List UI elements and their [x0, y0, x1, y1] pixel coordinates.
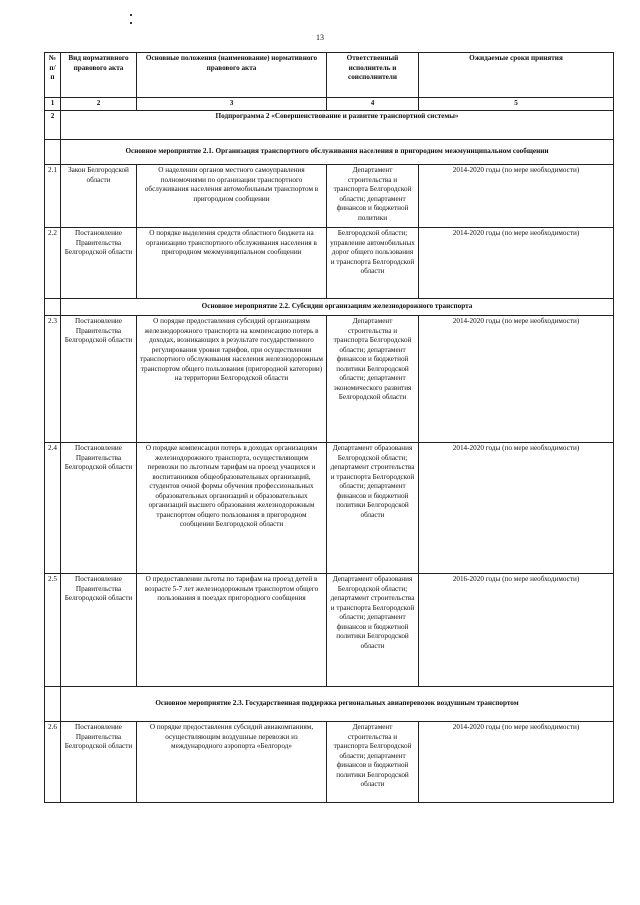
row-deadline: 2014-2020 годы (по мере необходимости) [419, 316, 614, 443]
col-number: 3 [137, 98, 327, 111]
section-row [45, 687, 614, 722]
table-row [45, 316, 614, 443]
row-act-content: О предоставлении льготы по тарифам на проезд детей в возрасте 5-7 лет железнодорожным транспортом общего пользования в поездах пригородного сообщения [137, 574, 327, 687]
table-row [45, 165, 614, 228]
scan-speck [130, 14, 132, 16]
row-num: 2.5 [45, 574, 61, 687]
row-responsible: Белгородской области; управление автомобильных дорог общего пользования и транспорта Белгородской области [327, 228, 419, 299]
row-num: 2.6 [45, 722, 61, 803]
row-act-content: О порядке выделения средств областного бюджета на организацию транспортного обслуживания населения в пригородном межмуниципальном сообщении [137, 228, 327, 299]
section-2-2-title: Основное мероприятие 2.2. Субсидии организациям железнодорожного транспорта [61, 299, 614, 316]
row-num: 2.2 [45, 228, 61, 299]
header-responsible: Ответственный исполнитель и соисполнители [327, 53, 419, 98]
col-number: 4 [327, 98, 419, 111]
row-deadline: 2014-2020 годы (по мере необходимости) [419, 722, 614, 803]
row-act-type: Постановление Правительства Белгородской области [61, 228, 137, 299]
section-row [45, 299, 614, 316]
subprogram-title: Подпрограмма 2 «Совершенствование и развитие транспортной системы» [61, 111, 614, 140]
legal-acts-table [44, 52, 614, 803]
column-number-row [45, 98, 614, 111]
row-act-type: Закон Белгородской области [61, 165, 137, 228]
table-row [45, 574, 614, 687]
section-2-1-title: Основное мероприятие 2.1. Организация транспортного обслуживания населения в пригородном межмуниципальном сообщении [61, 140, 614, 165]
scan-speck [130, 22, 132, 24]
row-deadline: 2014-2020 годы (по мере необходимости) [419, 228, 614, 299]
row-responsible: Департамент строительства и транспорта Белгородской области; департамент финансов и бюджетной политики [327, 165, 419, 228]
col-number: 5 [419, 98, 614, 111]
row-deadline: 2014-2020 годы (по мере необходимости) [419, 443, 614, 574]
row-num: 2.3 [45, 316, 61, 443]
col-number: 2 [61, 98, 137, 111]
section-row [45, 140, 614, 165]
subprogram-num: 2 [45, 111, 61, 140]
row-act-content: О порядке предоставления субсидий организациям железнодорожного транспорта на компенсацию потерь в доходах, возникающих в результате государственного регулирования уровня тарифов, при осуществлении транспортного обслуживания населения железнодорожным транспортом общего пользования (пригородной категории) на территории Белгородской области [137, 316, 327, 443]
row-deadline: 2016-2020 годы (по мере необходимости) [419, 574, 614, 687]
table-row [45, 228, 614, 299]
header-deadline: Ожидаемые сроки принятия [419, 53, 614, 98]
header-num: № п/п [45, 53, 61, 98]
row-act-content: О порядке компенсации потерь в доходах организациям железнодорожного транспорта, осуществляющим перевозки по льготным тарифам на проезд учащихся и воспитанников общеобразовательных организаций, студентов очной формы обучения профессиональных образовательных организаций и образовательных организаций высшего образования железнодорожным транспортом общего пользования в пригородном сообщении Белгородской области [137, 443, 327, 574]
row-act-type: Постановление Правительства Белгородской области [61, 574, 137, 687]
table-header-row [45, 53, 614, 98]
header-act-content: Основные положения (наименование) нормативного правового акта [137, 53, 327, 98]
row-act-content: О наделении органов местного самоуправления полномочиями по организации транспортного обслуживания населения автомобильным транспортом в пригородном сообщении [137, 165, 327, 228]
row-responsible: Департамент образования Белгородской области; департамент строительства и транспорта Белгородской области; департамент финансов и бюджетной политики Белгородской области [327, 574, 419, 687]
col-number: 1 [45, 98, 61, 111]
row-responsible: Департамент строительства и транспорта Белгородской области; департамент финансов и бюджетной политики Белгородской области [327, 722, 419, 803]
row-act-type: Постановление Правительства Белгородской области [61, 722, 137, 803]
row-responsible: Департамент образования Белгородской области; департамент строительства и транспорта Белгородской области; департамент финансов и бюджетной политики Белгородской области [327, 443, 419, 574]
row-num: 2.4 [45, 443, 61, 574]
section-2-3-title: Основное мероприятие 2.3. Государственная поддержка региональных авиаперевозок воздушным транспортом [61, 687, 614, 722]
row-deadline: 2014-2020 годы (по мере необходимости) [419, 165, 614, 228]
table-row [45, 443, 614, 574]
row-num: 2.1 [45, 165, 61, 228]
row-act-content: О порядке предоставления субсидий авиакомпаниям, осуществляющим воздушные перевозки из международного аэропорта «Белгород» [137, 722, 327, 803]
subprogram-row [45, 111, 614, 140]
table-row [45, 722, 614, 803]
row-responsible: Департамент строительства и транспорта Белгородской области; департамент финансов и бюджетной политики Белгородской области; департамент экономического развития Белгородской области [327, 316, 419, 443]
row-act-type: Постановление Правительства Белгородской области [61, 316, 137, 443]
row-act-type: Постановление Правительства Белгородской области [61, 443, 137, 574]
header-act-type: Вид нормативного правового акта [61, 53, 137, 98]
page-number: 13 [316, 33, 324, 42]
